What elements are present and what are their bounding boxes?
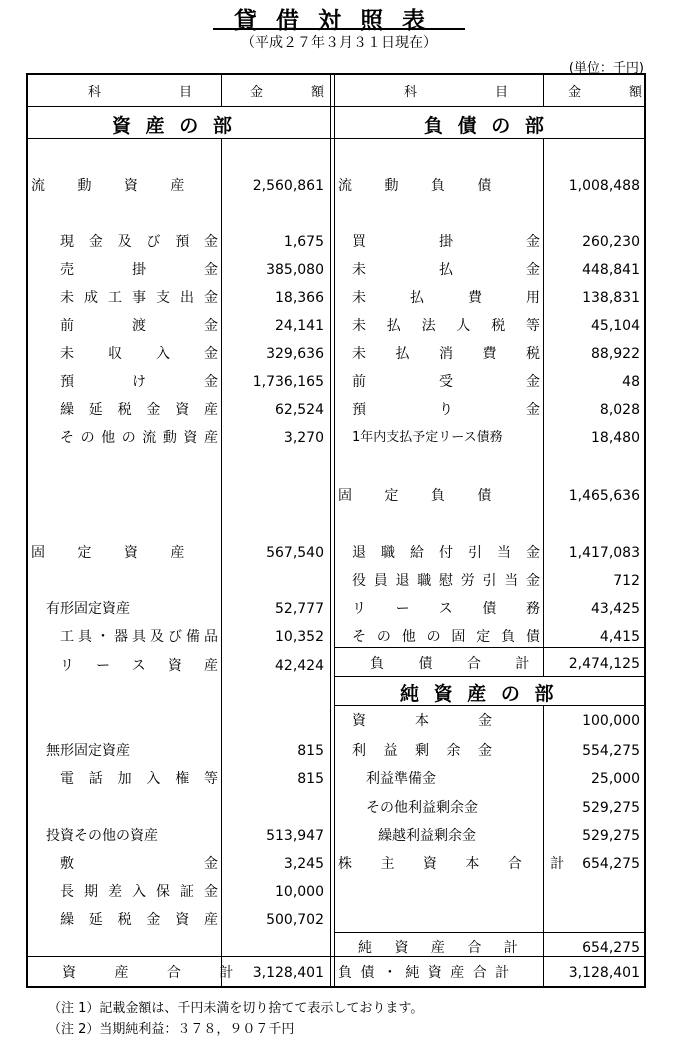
asset-row-label: その他の流動資産 <box>60 430 218 446</box>
right-amount-divider-upper <box>543 138 544 647</box>
net-assets-section-title: 純 資 産 の 部 <box>400 683 558 705</box>
asset-row-label: 売掛金 <box>60 262 218 278</box>
liability-row-label: 未払消費税 <box>352 346 540 362</box>
liability-row-value: 1,465,636 <box>568 488 640 504</box>
asset-row-value: 42,424 <box>275 658 324 674</box>
liability-row-label: 流 動 負 債 <box>338 178 506 194</box>
asset-row-label: リース資産 <box>60 658 218 674</box>
liability-row-value: 18,480 <box>591 430 640 446</box>
asset-row-label: 電話加入権等 <box>60 771 218 787</box>
left-item-header: 科 目 <box>88 85 192 100</box>
asset-row-value: 1,675 <box>283 234 324 250</box>
liability-row-value: 712 <box>613 573 640 589</box>
equity-row-label: 資本金 <box>352 713 492 729</box>
liability-row-label: 1年内支払予定リース債務 <box>352 430 503 445</box>
liability-row-label: 役員退職慰労引当金 <box>352 573 540 589</box>
equity-row-value: 100,000 <box>582 713 640 729</box>
asset-row-label: 無形固定資産 <box>46 743 130 759</box>
asset-row-value: 3,270 <box>283 430 324 446</box>
left-amount-header: 金 額 <box>250 85 324 100</box>
asset-row-value: 62,524 <box>275 402 324 418</box>
asset-row-value: 52,777 <box>275 601 324 617</box>
title-underline <box>213 28 465 30</box>
liability-row-label: 未払金 <box>352 262 540 278</box>
equity-row-value: 529,275 <box>582 828 640 844</box>
center-divider-b <box>334 74 335 986</box>
asset-row-label: 繰延税金資産 <box>60 912 218 928</box>
equity-row-label: その他利益剰余金 <box>366 800 478 816</box>
asset-row-label: 固 定 資 産 <box>31 545 199 561</box>
liabilities-and-net-assets-total-label: 負 債 ・ 純 資 産 合 計 <box>338 965 512 981</box>
asset-row-value: 329,636 <box>266 346 324 362</box>
assets-total-label: 資 産 合 計 <box>62 965 251 981</box>
asset-row-value: 10,000 <box>275 884 324 900</box>
equity-row-value: 529,275 <box>582 800 640 816</box>
document-title: 貸借対照表 <box>234 8 444 34</box>
asset-row-value: 385,080 <box>266 262 324 278</box>
asset-row-value: 10,352 <box>275 629 324 645</box>
section-divider <box>27 138 645 139</box>
liability-row-value: 1,417,083 <box>568 545 640 561</box>
balance-sheet-table <box>26 73 646 988</box>
equity-total-top-line <box>334 932 645 933</box>
footnote-2: （注 2）当期純利益：３７８，９０７千円 <box>48 1022 295 1037</box>
asset-row-label: 工具・器具及び備品 <box>60 629 218 645</box>
document-date: （平成２７年３月３１日現在） <box>241 35 437 51</box>
liability-row-value: 138,831 <box>582 290 640 306</box>
liability-row-value: 448,841 <box>582 262 640 278</box>
unit-note: (単位：千円) <box>568 61 644 76</box>
liability-row-value: 45,104 <box>591 318 640 334</box>
asset-row-value: 18,366 <box>275 290 324 306</box>
asset-row-value: 1,736,165 <box>252 374 324 390</box>
liability-row-label: 前受金 <box>352 374 540 390</box>
equity-row-value: 25,000 <box>591 771 640 787</box>
asset-row-value: 500,702 <box>266 912 324 928</box>
asset-row-label: 未収入金 <box>60 346 218 362</box>
liability-row-label: 未払法人税等 <box>352 318 540 334</box>
right-item-header: 科 目 <box>404 85 508 100</box>
equity-row-label: 株 主 資 本 合 計 <box>338 856 577 872</box>
asset-row-label: 未成工事支出金 <box>60 290 218 306</box>
net-assets-total-value: 654,275 <box>582 940 640 956</box>
asset-row-label: 敷金 <box>60 856 218 872</box>
liability-row-value: 43,425 <box>591 601 640 617</box>
asset-row-value: 567,540 <box>266 545 324 561</box>
asset-row-value: 2,560,861 <box>252 178 324 194</box>
asset-row-label: 流 動 資 産 <box>31 178 199 194</box>
assets-section-title: 資 産 の 部 <box>112 115 236 137</box>
asset-row-value: 3,245 <box>283 856 324 872</box>
left-amount-divider <box>221 138 222 986</box>
center-divider-a <box>330 74 331 986</box>
liability-row-value: 48 <box>622 374 640 390</box>
liability-row-value: 260,230 <box>582 234 640 250</box>
liability-row-label: 預り金 <box>352 402 540 418</box>
asset-row-label: 長期差入保証金 <box>60 884 218 900</box>
liability-row-value: 88,922 <box>591 346 640 362</box>
assets-total-value: 3,128,401 <box>252 965 324 981</box>
right-header-divider <box>543 74 544 106</box>
asset-row-value: 24,141 <box>275 318 324 334</box>
equity-row-value: 554,275 <box>582 743 640 759</box>
equity-row-label: 利益剰余金 <box>352 743 492 759</box>
asset-row-label: 現金及び預金 <box>60 234 218 250</box>
right-amount-header: 金 額 <box>568 85 642 100</box>
liability-row-label: 未払費用 <box>352 290 540 306</box>
asset-row-value: 513,947 <box>266 828 324 844</box>
left-header-divider <box>221 74 222 106</box>
asset-row-value: 815 <box>297 743 324 759</box>
asset-row-label: 前渡金 <box>60 318 218 334</box>
equity-row-label: 繰越利益剰余金 <box>378 828 476 844</box>
liabilities-total-label: 負 債 合 計 <box>370 656 545 672</box>
right-amount-divider-lower <box>543 705 544 986</box>
asset-row-label: 投資その他の資産 <box>46 828 158 844</box>
liability-row-label: リース債務 <box>352 601 540 617</box>
asset-row-label: 有形固定資産 <box>46 601 130 617</box>
equity-row-label: 利益準備金 <box>366 771 436 787</box>
liab-total-bottom-line <box>334 676 645 677</box>
liabilities-and-net-assets-total-value: 3,128,401 <box>568 965 640 981</box>
liabilities-section-title: 負 債 の 部 <box>424 115 548 137</box>
liability-row-value: 4,415 <box>599 629 640 645</box>
liability-row-label: 固 定 負 債 <box>338 488 506 504</box>
liability-row-value: 1,008,488 <box>568 178 640 194</box>
equity-row-value: 654,275 <box>582 856 640 872</box>
liabilities-total-value: 2,474,125 <box>568 656 640 672</box>
header-divider <box>27 106 645 107</box>
liability-row-label: 退職給付引当金 <box>352 545 540 561</box>
asset-row-value: 815 <box>297 771 324 787</box>
footnote-1: （注 1）記載金額は、千円未満を切り捨てて表示しております。 <box>48 1001 424 1016</box>
liability-row-label: 買掛金 <box>352 234 540 250</box>
net-assets-total-label: 純 資 産 合 計 <box>358 940 527 956</box>
liability-row-label: その他の固定負債 <box>352 629 540 645</box>
asset-row-label: 預け金 <box>60 374 218 390</box>
asset-row-label: 繰延税金資産 <box>60 402 218 418</box>
liability-row-value: 8,028 <box>599 402 640 418</box>
